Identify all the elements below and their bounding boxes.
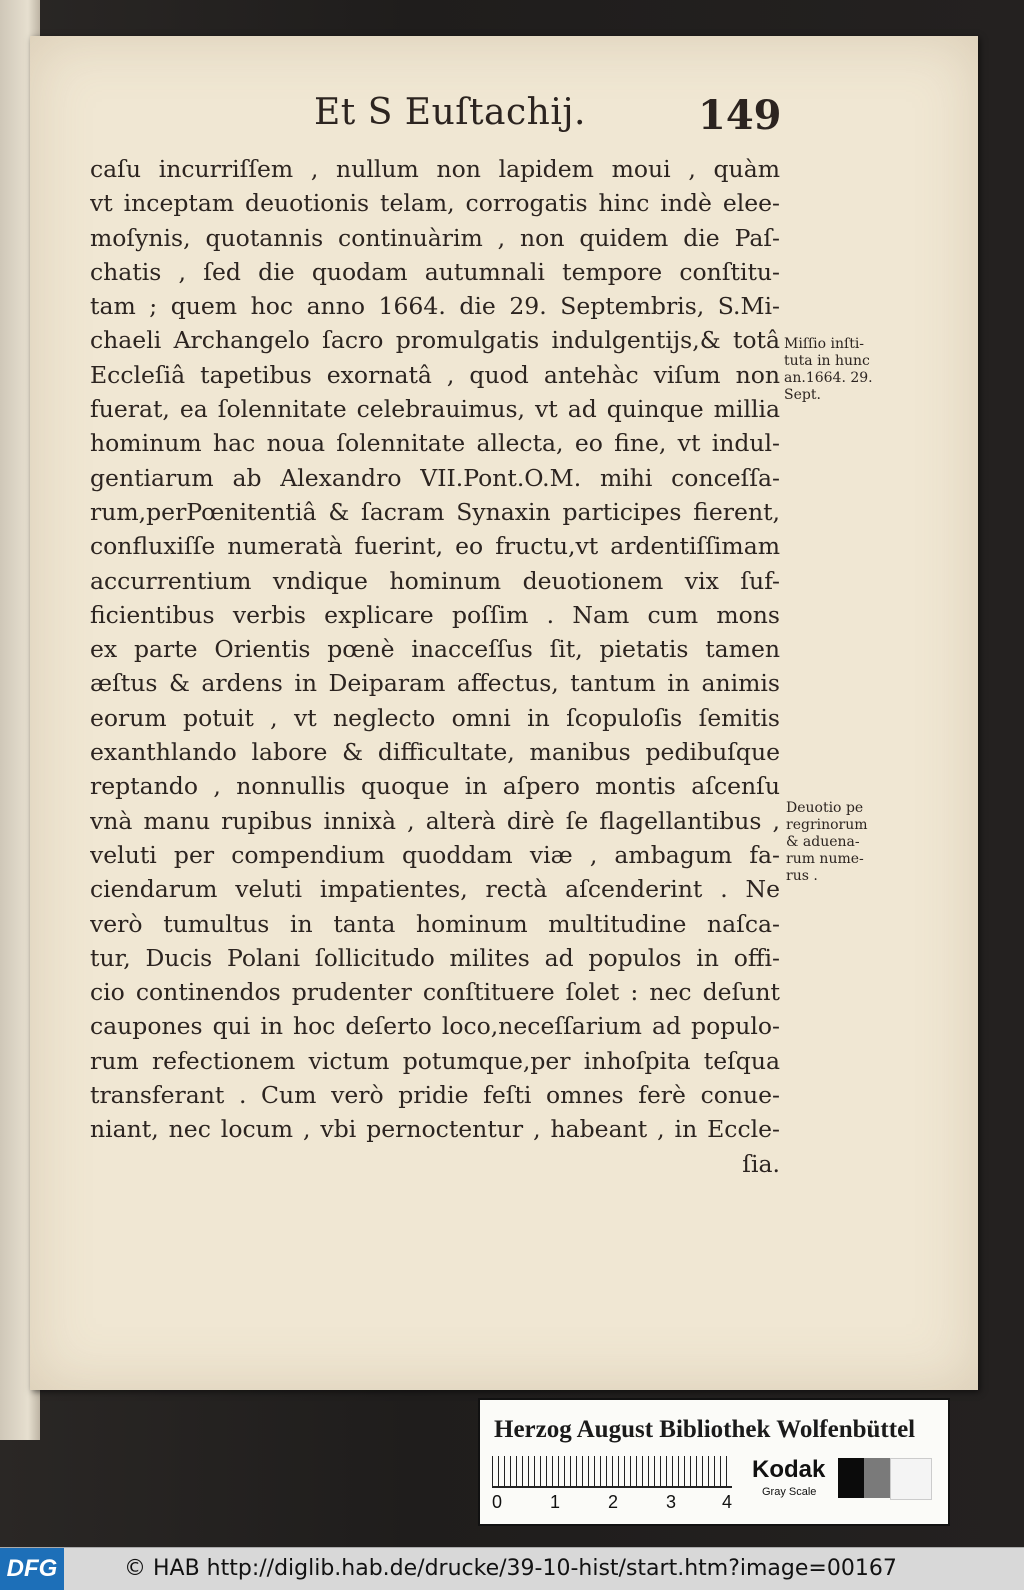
text-line: vt inceptam deuotionis telam, corrogatis hinc indè elee- bbox=[90, 189, 780, 218]
scale-ruler bbox=[492, 1456, 732, 1488]
text-line: reptando , nonnullis quoque in aſpero montis aſcenſu bbox=[90, 772, 780, 801]
text-line: hominum hac noua ſolennitate allecta, eo fine, vt indul- bbox=[90, 429, 780, 458]
text-line: Eccleſiâ tapetibus exornatâ , quod antehàc viſum non bbox=[90, 360, 780, 389]
kodak-logo: Kodak bbox=[752, 1456, 826, 1483]
margin-note-line: regrinorum bbox=[786, 817, 868, 833]
text-line: chatis , ſed die quodam autumnali tempore conſtitu- bbox=[90, 257, 780, 286]
text-line: ciendarum veluti impatientes, rectà aſcenderint . Ne bbox=[90, 875, 780, 904]
margin-note-line: Sept. bbox=[784, 387, 821, 403]
margin-note-line: & aduena- bbox=[786, 834, 860, 850]
text-line: confluxiſſe numeratà fuerint, eo fructu,vt ardentiſſimam bbox=[90, 532, 780, 561]
margin-note-line: rus . bbox=[786, 868, 818, 884]
margin-note-line: Deuotio pe bbox=[786, 800, 864, 816]
text-line: tam ; quem hoc anno 1664. die 29. Septembris, S.Mi- bbox=[90, 292, 780, 321]
text-line: accurrentium vndique hominum deuotionem vix ſuf- bbox=[90, 566, 780, 595]
dfg-logo[interactable]: DFG bbox=[0, 1548, 64, 1590]
gray-swatch-mid bbox=[864, 1458, 890, 1498]
color-target-card bbox=[478, 1398, 950, 1526]
text-line: rum,perPœnitentiâ & ſacram Synaxin participes fierent, bbox=[90, 497, 780, 526]
gray-scale-label: Gray Scale bbox=[762, 1486, 817, 1498]
ruler-label: 4 bbox=[722, 1492, 733, 1512]
page-number: 149 bbox=[698, 92, 782, 139]
margin-note-line: an.1664. 29. bbox=[784, 370, 873, 386]
text-line: gentiarum ab Alexandro VII.Pont.O.M. mihi conceſſa- bbox=[90, 463, 780, 492]
text-line: veluti per compendium quoddam viæ , ambagum fa- bbox=[90, 840, 780, 869]
margin-note-line: Miſſio inſti- bbox=[784, 336, 865, 352]
gray-swatch-black bbox=[838, 1458, 864, 1498]
text-line: tur, Ducis Polani ſollicitudo milites ad populos in offi- bbox=[90, 943, 780, 972]
text-line: verò tumultus in tanta hominum multitudine naſca- bbox=[90, 909, 780, 938]
text-line: fuerat, ea ſolennitate celebrauimus, vt ad quinque millia bbox=[90, 395, 780, 424]
text-line: ex parte Orientis pœnè inacceſſus ſit, pietatis tamen bbox=[90, 635, 780, 664]
text-line: vnà manu rupibus innixà , alterà dirè ſe flagellantibus , bbox=[90, 806, 780, 835]
margin-note-line: rum nume- bbox=[786, 851, 864, 867]
margin-note-deuotio bbox=[786, 800, 896, 885]
text-line: caſu incurriſſem , nullum non lapidem moui , quàm bbox=[90, 155, 780, 183]
ruler-label: 0 bbox=[492, 1492, 503, 1512]
ruler-label: 1 bbox=[550, 1492, 561, 1512]
text-line: transferant . Cum verò pridie feſti omnes ferè conue- bbox=[90, 1081, 780, 1110]
ruler-label: 3 bbox=[666, 1492, 677, 1512]
ruler-label: 2 bbox=[608, 1492, 619, 1512]
body-text bbox=[90, 152, 780, 1181]
text-line: cio continendos prudenter conſtituere ſolet : nec deſunt bbox=[90, 978, 780, 1007]
gray-swatch-white bbox=[890, 1458, 932, 1500]
text-line: caupones qui in hoc deſerto loco,neceſſarium ad populo- bbox=[90, 1012, 780, 1041]
text-line: niant, nec locum , vbi pernoctentur , habeant , in Eccle- bbox=[90, 1115, 780, 1144]
library-name: Herzog August Bibliothek Wolfenbüttel bbox=[494, 1416, 916, 1443]
text-line: exanthlando labore & difficultate, manibus pedibuſque bbox=[90, 738, 780, 767]
text-line: moſynis, quotannis continuàrim , non quidem die Paſ- bbox=[90, 223, 780, 252]
catchword: ſia. bbox=[742, 1149, 780, 1178]
margin-note-line: tuta in hunc bbox=[784, 353, 870, 369]
copyright-link[interactable]: © HAB http://diglib.hab.de/drucke/39-10-hist/start.htm?image=00167 bbox=[124, 1556, 897, 1581]
text-line: eorum potuit , vt neglecto omni in ſcopuloſis ſemitis bbox=[90, 703, 780, 732]
text-line: chaeli Archangelo ſacro promulgatis indulgentijs,& totâ bbox=[90, 326, 780, 355]
margin-note-missio bbox=[784, 336, 894, 404]
text-line: æſtus & ardens in Deiparam affectus, tantum in animis bbox=[90, 669, 780, 698]
running-title: Et S Euſtachij. bbox=[314, 92, 586, 133]
text-line: rum refectionem victum potumque,per inhoſpita teſqua bbox=[90, 1046, 780, 1075]
text-line: ficientibus verbis explicare poſſim . Nam cum mons bbox=[90, 600, 780, 629]
footer-bar bbox=[0, 1547, 1024, 1590]
